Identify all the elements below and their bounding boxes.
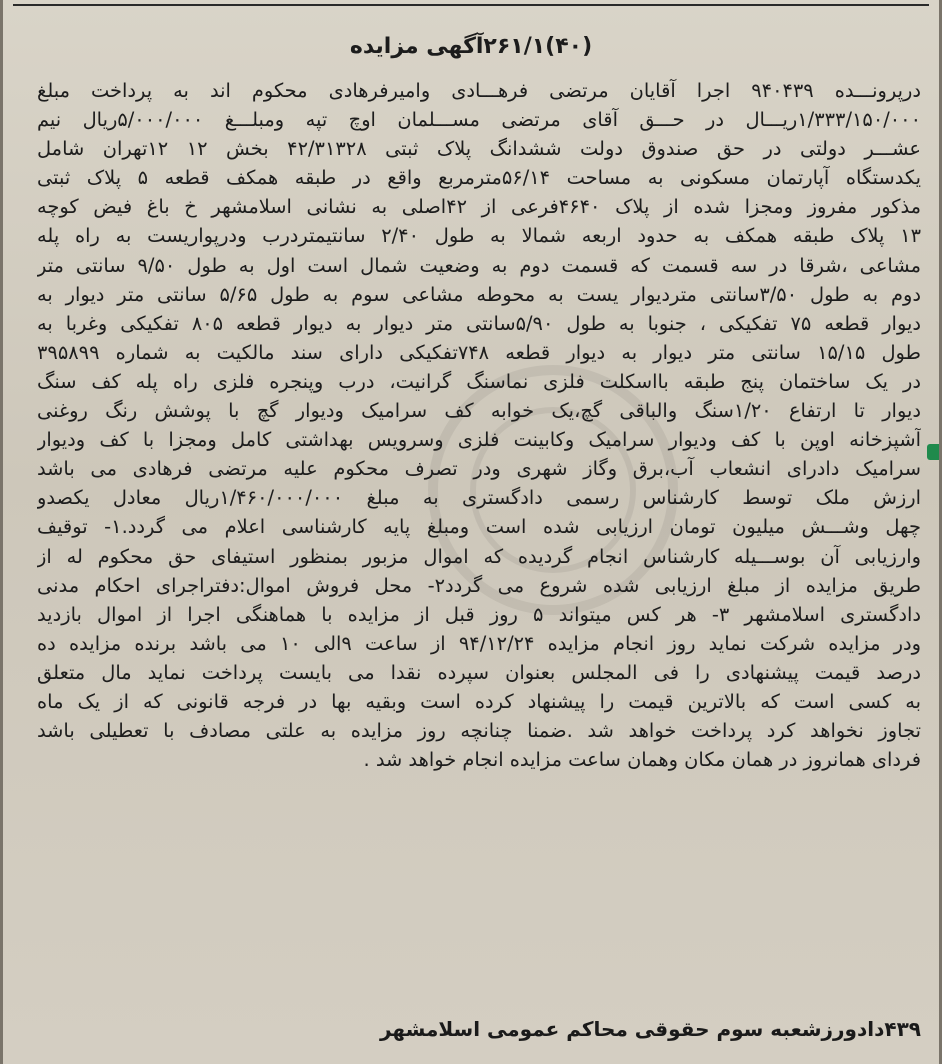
notice-line-10: طول ۱۵/۱۵ سانتی متر دیوار به دیوار قطعه ۷۴۸تفکیکی دارای سند مالکیت به شماره ۳۹۵۸۹۹	[37, 340, 921, 364]
notice-line-5: مذکور مفروز ومجزا شده از پلاک ۴۶۴۰فرعی از ۴۲اصلی به نشانی اسلامشهر خ باغ فیض کوچه	[37, 195, 921, 219]
notice-line-22: به کسی است که بالاترین قیمت را پیشنهاد کرده است وبقیه بها در فرجه قانونی که از یک ماه	[37, 689, 921, 713]
notice-title: (۴۰)۲۶۱/۱آگهی مزایده	[349, 34, 593, 59]
notice-line-7: مشاعی ،شرقا در سه قسمت که قسمت دوم به وضعیت شمال است اول به طول ۹/۵۰ سانتی متر	[37, 253, 921, 277]
notice-line-4: یکدستگاه آپارتمان مسکونی به مساحت ۵۶/۱۴مترمربع واقع در طبقه همکف قطعه ۵ پلاک ثبتی	[37, 166, 921, 190]
page-edge-marker	[927, 444, 939, 460]
notice-line-24: فردای همانروز در همان مکان وهمان ساعت مزایده انجام خواهد شد .	[363, 748, 921, 772]
notice-line-15: ارزش ملک توسط کارشناس رسمی دادگستری به مبلغ ۱/۴۶۰/۰۰۰/۰۰۰ریال معادل یکصدو	[37, 486, 921, 510]
notice-line-11: در یک ساختمان پنج طبقه بااسکلت فلزی نماسنگ گرانیت، درب وپنجره فلزی راه پله کف سنگ	[37, 369, 921, 393]
notice-line-17: وارزیابی آن بوســـیله کارشناس انجام گردیده که اموال مزبور بمنظور استیفای حق محکوم له از	[37, 544, 921, 568]
notice-line-16: چهل وشـــش میلیون تومان ارزیابی شده است ومبلغ پایه کارشناسی اعلام می گردد.۱- توقیف	[37, 515, 921, 539]
notice-line-1: درپرونـــده ۹۴۰۴۳۹ اجرا آقایان مرتضی فرهـــادی وامیرفرهادی محکوم اند به پرداخت مبلغ	[37, 79, 921, 102]
notice-signature: ۴۳۹دادورزشعبه سوم حقوقی محاکم عمومی اسلامشهر	[379, 1017, 921, 1041]
top-border-rule	[13, 4, 929, 6]
notice-line-9: دیوار قطعه ۷۵ تفکیکی ، جنوبا به طول ۵/۹۰سانتی متر دیوار به دیوار قطعه ۸۰۵ تفکیکی وغربا به	[37, 311, 921, 335]
notice-line-19: دادگستری اسلامشهر ۳- هر کس میتواند ۵ روز قبل از مزایده با هماهنگی اجرا از اموال بازدید	[37, 602, 921, 626]
notice-line-21: درصد قیمت پیشنهادی را فی المجلس بعنوان سپرده نقدا می بایست پرداخت نماید مال متعلق	[37, 660, 921, 684]
notice-line-20: ودر مزایده شرکت نماید روز انجام مزایده ۹۴/۱۲/۲۴ از ساعت ۹الی ۱۰ می باشد برنده مزایده ده	[37, 631, 921, 655]
notice-line-6: ۱۳ پلاک طبقه همکف به حدود اربعه شمالا به طول ۲/۴۰ سانتیمتردرب ودرپواریست به راه پله	[37, 224, 921, 248]
notice-line-13: آشپزخانه اوپن با کف ودیوار سرامیک وکابینت فلزی وسرویس بهداشتی کامل ومجزا با کف ودیوار	[37, 428, 921, 452]
notice-line-8: دوم به طول ۳/۵۰سانتی متردیوار یست به محوطه مشاعی سوم به طول ۵/۶۵ سانتی متر دیوار به	[37, 282, 921, 306]
notice-line-18: طریق مزایده از مبلغ ارزیابی شده شروع می گردد۲- محل فروش اموال:دفتراجرای احکام مدنی	[37, 573, 921, 597]
notice-line-14: سرامیک دادرای انشعاب آب،برق وگاز شهری ودر تصرف محکوم علیه مرتضی فرهادی می باشد	[37, 457, 921, 481]
notice-line-3: عشـــر دولتی در حق صندوق دولت ششدانگ پلاک ثبتی ۴۲/۳۱۳۲۸ بخش ۱۲ ۱۲تهران شامل	[37, 137, 921, 161]
notice-line-12: دیوار تا ارتفاع ۱/۲۰سنگ والباقی گچ،یک خوابه کف سرامیک ودیوار گچ با پوشش رنگ روغنی	[37, 399, 921, 423]
notice-line-2: ۱/۳۳۳/۱۵۰/۰۰۰ریـــال در حـــق آقای مرتضی مســـلمان اوچ تپه ومبلـــغ ۵/۰۰۰/۰۰۰ریال نیم	[37, 108, 921, 132]
notice-body	[37, 76, 921, 774]
notice-line-23: تجاوز نخواهد کرد پرداخت خواهد شد .ضمنا چنانچه روز مزایده به علتی مصادف با تعطیلی باشد	[37, 719, 921, 743]
